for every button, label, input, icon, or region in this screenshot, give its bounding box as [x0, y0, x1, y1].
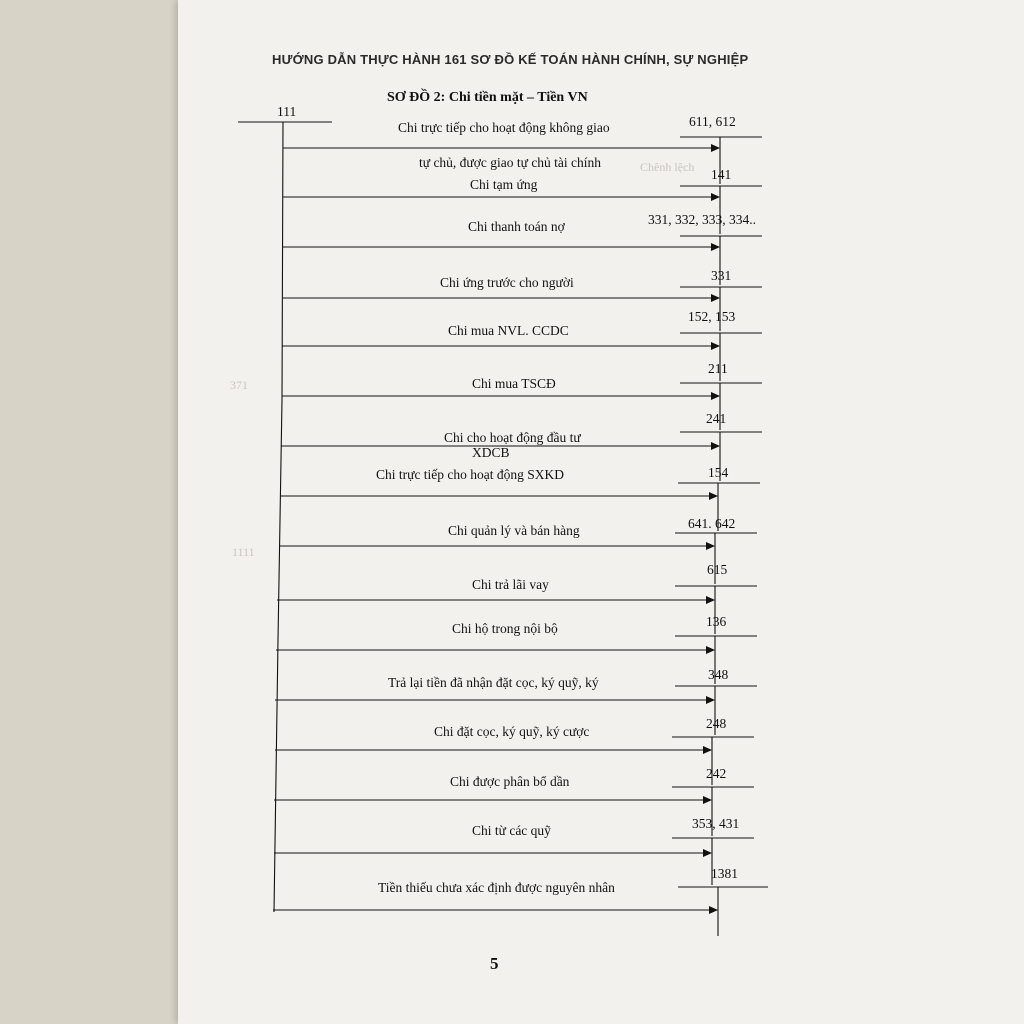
- target-account-label: 154: [708, 465, 729, 480]
- entry-description: Trả lại tiền đã nhận đặt cọc, ký quỹ, ký: [388, 675, 599, 690]
- entry-description: XDCB: [472, 445, 510, 460]
- target-account-label: 242: [706, 766, 727, 781]
- arrow-head-icon: [711, 144, 720, 152]
- entry-description: Chi quản lý và bán hàng: [448, 523, 580, 538]
- arrow-head-icon: [703, 796, 712, 804]
- target-account-label: 1381: [711, 866, 738, 881]
- source-vertical-line: [274, 122, 283, 912]
- entry-description: Chi hộ trong nội bộ: [452, 621, 558, 636]
- target-account-label: 211: [708, 361, 728, 376]
- arrow-head-icon: [711, 442, 720, 450]
- arrow-head-icon: [703, 849, 712, 857]
- diagram-title: SƠ ĐỒ 2: Chi tiền mặt – Tiền VN: [387, 90, 588, 105]
- entry-description: Chi mua NVL. CCDC: [448, 323, 569, 338]
- entry-description: Chi trả lãi vay: [472, 577, 549, 592]
- entry-description: Chi mua TSCĐ: [472, 376, 556, 391]
- arrow-head-icon: [706, 542, 715, 550]
- book-header: HƯỚNG DẪN THỰC HÀNH 161 SƠ ĐỒ KẾ TOÁN HÀNH CHÍNH, SỰ NGHIỆP: [272, 52, 749, 67]
- target-account-label: 611, 612: [689, 114, 736, 129]
- target-account-label: 248: [706, 716, 727, 731]
- target-account-label: 348: [708, 667, 729, 682]
- entry-description: Chi thanh toán nợ: [468, 219, 565, 234]
- show-through-mark: Chênh lệch: [640, 160, 695, 174]
- arrow-head-icon: [709, 906, 718, 914]
- source-account-label: 111: [277, 104, 297, 119]
- arrow-head-icon: [711, 193, 720, 201]
- entry-description: Chi trực tiếp cho hoạt động không giao: [398, 120, 610, 135]
- target-account-label: 152, 153: [688, 309, 736, 324]
- arrow-head-icon: [709, 492, 718, 500]
- show-through-mark: 371: [230, 378, 248, 392]
- entry-description: Chi trực tiếp cho hoạt động SXKD: [376, 467, 565, 482]
- entry-description: Chi tạm ứng: [470, 177, 538, 192]
- arrow-head-icon: [703, 746, 712, 754]
- arrow-head-icon: [706, 696, 715, 704]
- arrow-head-icon: [706, 646, 715, 654]
- target-account-label: 641. 642: [688, 516, 736, 531]
- target-account-label: 615: [707, 562, 728, 577]
- entry-description: Chi được phân bổ dần: [450, 774, 570, 789]
- target-account-label: 141: [711, 167, 732, 182]
- page-number: 5: [490, 954, 499, 973]
- entry-description: Chi ứng trước cho người: [440, 275, 574, 290]
- entry-description: Chi cho hoạt động đầu tư: [444, 430, 581, 445]
- entry-description: tự chủ, được giao tự chủ tài chính: [419, 155, 602, 170]
- arrow-head-icon: [706, 596, 715, 604]
- arrow-head-icon: [711, 342, 720, 350]
- target-account-label: 136: [706, 614, 727, 629]
- target-account-label: 331, 332, 333, 334..: [648, 212, 756, 227]
- entry-description: Chi đặt cọc, ký quỹ, ký cược: [434, 724, 590, 739]
- target-account-label: 331: [711, 268, 732, 283]
- arrow-head-icon: [711, 392, 720, 400]
- arrow-head-icon: [711, 294, 720, 302]
- target-account-label: 241: [706, 411, 727, 426]
- target-account-label: 353, 431: [692, 816, 740, 831]
- show-through-mark: 1111: [232, 545, 255, 559]
- entry-description: Tiền thiếu chưa xác định được nguyên nhân: [378, 880, 615, 895]
- arrow-head-icon: [711, 243, 720, 251]
- entry-description: Chi từ các quỹ: [472, 823, 551, 838]
